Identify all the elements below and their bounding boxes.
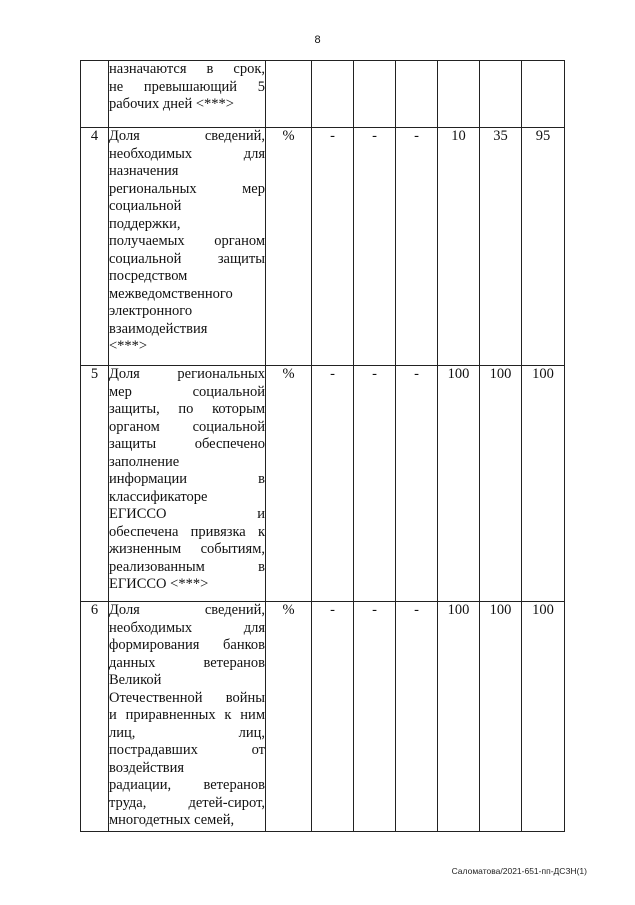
indicator-name-line: назначения <box>109 163 179 179</box>
indicator-name-line: защиты, по которым <box>109 401 265 417</box>
indicator-name-line: взаимодействия <box>109 320 208 337</box>
indicator-name-line: Доля сведений, <box>109 128 265 144</box>
indicator-name-line: рабочих дней <***> <box>109 96 234 112</box>
indicator-name-line: обеспечена привязка к <box>109 523 265 540</box>
indicator-name-line: необходимых для <box>109 145 265 162</box>
value-cell: 100 <box>438 602 480 832</box>
indicator-name <box>109 128 266 366</box>
value-cell: - <box>354 128 396 366</box>
row-number: 6 <box>81 602 109 832</box>
indicator-name-line: получаемых органом <box>109 233 265 249</box>
value-cell: 100 <box>522 366 565 602</box>
indicator-name-line: классификаторе <box>109 488 208 505</box>
unit-cell: % <box>266 366 312 602</box>
indicator-name-line: защиты обеспечено <box>109 436 265 452</box>
indicator-name-line: ЕГИССО и <box>109 506 265 522</box>
indicator-name-line: посредством <box>109 268 188 284</box>
indicator-name-line: Отечественной войны <box>109 689 265 706</box>
indicator-name-line: Доля региональных <box>109 366 265 382</box>
table-row <box>81 128 565 366</box>
row-number: 5 <box>81 366 109 602</box>
indicator-name-line: многодетных семей, <box>109 812 235 828</box>
indicators-table <box>80 60 565 832</box>
indicator-name-line: электронного <box>109 303 193 319</box>
value-cell: - <box>312 366 354 602</box>
value-cell <box>312 61 354 128</box>
unit-cell <box>266 61 312 128</box>
unit-cell: % <box>266 128 312 366</box>
indicator-name-line: данных ветеранов <box>109 654 265 671</box>
indicator-name-line: реализованным в <box>109 558 265 575</box>
indicator-name-line: региональных мер <box>109 180 265 197</box>
value-cell <box>396 61 438 128</box>
indicator-name <box>109 602 266 832</box>
indicator-name-line: межведомственного <box>109 285 233 302</box>
table-row <box>81 366 565 602</box>
indicator-name <box>109 366 266 602</box>
indicator-name-line: радиации, ветеранов <box>109 777 265 793</box>
indicator-name-line: жизненным событиям, <box>109 541 265 557</box>
value-cell: - <box>396 128 438 366</box>
value-cell: 100 <box>480 366 522 602</box>
indicator-name-line: информации в <box>109 471 265 487</box>
indicator-name <box>109 61 266 128</box>
value-cell <box>522 61 565 128</box>
indicator-name-line: воздействия <box>109 759 185 776</box>
page-number: 8 <box>314 34 321 46</box>
indicator-name-line: заполнение <box>109 453 180 470</box>
document-reference: Саломатова/2021-651-пп-ДСЗН(1) <box>451 866 587 876</box>
indicator-name-line: пострадавших от <box>109 742 265 758</box>
row-number: 4 <box>81 128 109 366</box>
value-cell: - <box>312 602 354 832</box>
value-cell: 10 <box>438 128 480 366</box>
indicator-name-line: органом социальной <box>109 418 265 435</box>
value-cell: - <box>354 366 396 602</box>
indicator-name-line: социальной защиты <box>109 250 265 267</box>
indicator-name-line: труда, детей-сирот, <box>109 794 265 811</box>
value-cell: 95 <box>522 128 565 366</box>
indicator-name-line: формирования банков <box>109 637 265 653</box>
indicator-name-line: мер социальной <box>109 383 265 400</box>
indicator-name-line: Великой <box>109 672 162 688</box>
value-cell: 100 <box>438 366 480 602</box>
indicator-name-line: и приравненных к ним <box>109 707 265 723</box>
value-cell: - <box>312 128 354 366</box>
indicator-name-line: <***> <box>109 338 148 354</box>
indicator-name-line: поддержки, <box>109 215 181 232</box>
indicator-name-line: ЕГИССО <***> <box>109 576 209 592</box>
indicator-name-line: Доля сведений, <box>109 602 265 618</box>
value-cell: 35 <box>480 128 522 366</box>
value-cell: - <box>354 602 396 832</box>
indicator-name-line: не превышающий 5 <box>109 78 265 95</box>
table-row <box>81 602 565 832</box>
table-row <box>81 61 565 128</box>
indicator-name-line: назначаются в срок, <box>109 61 265 77</box>
value-cell <box>480 61 522 128</box>
value-cell <box>354 61 396 128</box>
indicator-name-line: социальной <box>109 198 182 214</box>
row-number <box>81 61 109 128</box>
value-cell: - <box>396 602 438 832</box>
value-cell: 100 <box>480 602 522 832</box>
value-cell: 100 <box>522 602 565 832</box>
value-cell <box>438 61 480 128</box>
indicator-name-line: лиц, лиц, <box>109 724 265 741</box>
indicator-name-line: необходимых для <box>109 619 265 636</box>
value-cell: - <box>396 366 438 602</box>
unit-cell: % <box>266 602 312 832</box>
